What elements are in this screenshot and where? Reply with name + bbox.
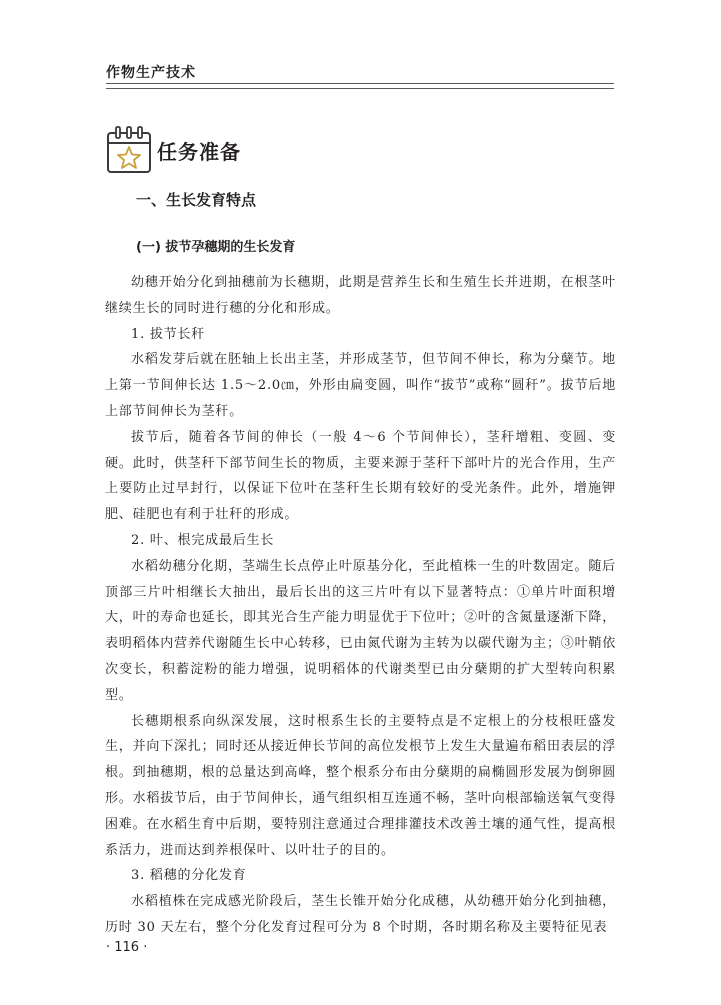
- header-rule-bottom: [106, 88, 614, 89]
- paragraph: 幼穗开始分化到抽穗前为长穗期，此期是营养生长和生殖生长并进期，在根茎叶继续生长的同时进行穗的分化和形成。: [105, 275, 616, 316]
- section-title: 任务准备: [157, 140, 241, 164]
- subheading: 2. 叶、根完成最后生长: [131, 532, 275, 548]
- running-header: 作物生产技术: [106, 65, 196, 81]
- paragraph: 水稻发芽后就在胚轴上长出主茎，并形成茎节，但节间不伸长，称为分蘖节。地上第一节间伸长达 1.5～2.0㎝，外形由扁变圆，叫作“拔节”或称“圆秆”。拔节后地上部节间伸长为茎秆。: [105, 352, 616, 419]
- subheading: 3. 稻穗的分化发育: [131, 868, 247, 884]
- heading-level-1: 一、生长发育特点: [136, 191, 257, 209]
- heading-level-2: (一) 拔节孕穗期的生长发育: [136, 240, 296, 255]
- header-rule-top: [106, 83, 614, 84]
- body-text: [105, 270, 616, 941]
- subheading: 1. 拔节长秆: [131, 326, 206, 342]
- paragraph: 水稻幼穗分化期，茎端生长点停止叶原基分化，至此植株一生的叶数固定。随后顶部三片叶相继长大抽出，最后长出的这三片叶有以下显著特点：①单片叶面积增大，叶的寿命也延长，即其光合生产能力明显优于下位叶；②叶的含氮量逐渐下降，表明稻体内营养代谢随生长中心转移，已由氮代谢为主转为以碳代谢为主；③叶鞘依次变长，积蓄淀粉的能力增强，说明稻体的代谢类型已由分蘖期的扩大型转向积累型。: [105, 558, 616, 703]
- paragraph: 长穗期根系向纵深发展，这时根系生长的主要特点是不定根上的分枝根旺盛发生，并向下深扎；同时还从接近伸长节间的高位发根节上发生大量遍布稻田表层的浮根。到抽穗期，根的总量达到高峰，整个根系分布由分蘖期的扁椭圆形发展为倒卵圆形。水稻拔节后，由于节间伸长，通气组织相互连通不畅，茎叶向根部输送氧气变得困难。在水稻生育中后期，要特别注意通过合理排灌技术改善土壤的通气性，提高根系活力，进而达到养根保叶、以叶壮子的目的。: [105, 713, 616, 858]
- paragraph: 拔节后，随着各节间的伸长（一般 4～6 个节间伸长），茎秆增粗、变圆、变硬。此时，供茎秆下部节间生长的物质，主要来源于茎秆下部叶片的光合作用，生产上要防止过早封行，以保证下位叶在茎秆生长期有较好的受光条件。此外，增施钾肥、硅肥也有利于壮秆的形成。: [105, 429, 616, 523]
- page-number: · 116 ·: [106, 940, 148, 955]
- calendar-star-icon: [106, 126, 152, 174]
- paragraph: 水稻植株在完成感光阶段后，茎生长锥开始分化成穗，从幼穗开始分化到抽穗，历时 30 天左右，整个分化发育过程可分为 8 个时期，各时期名称及主要特征见表: [105, 894, 616, 935]
